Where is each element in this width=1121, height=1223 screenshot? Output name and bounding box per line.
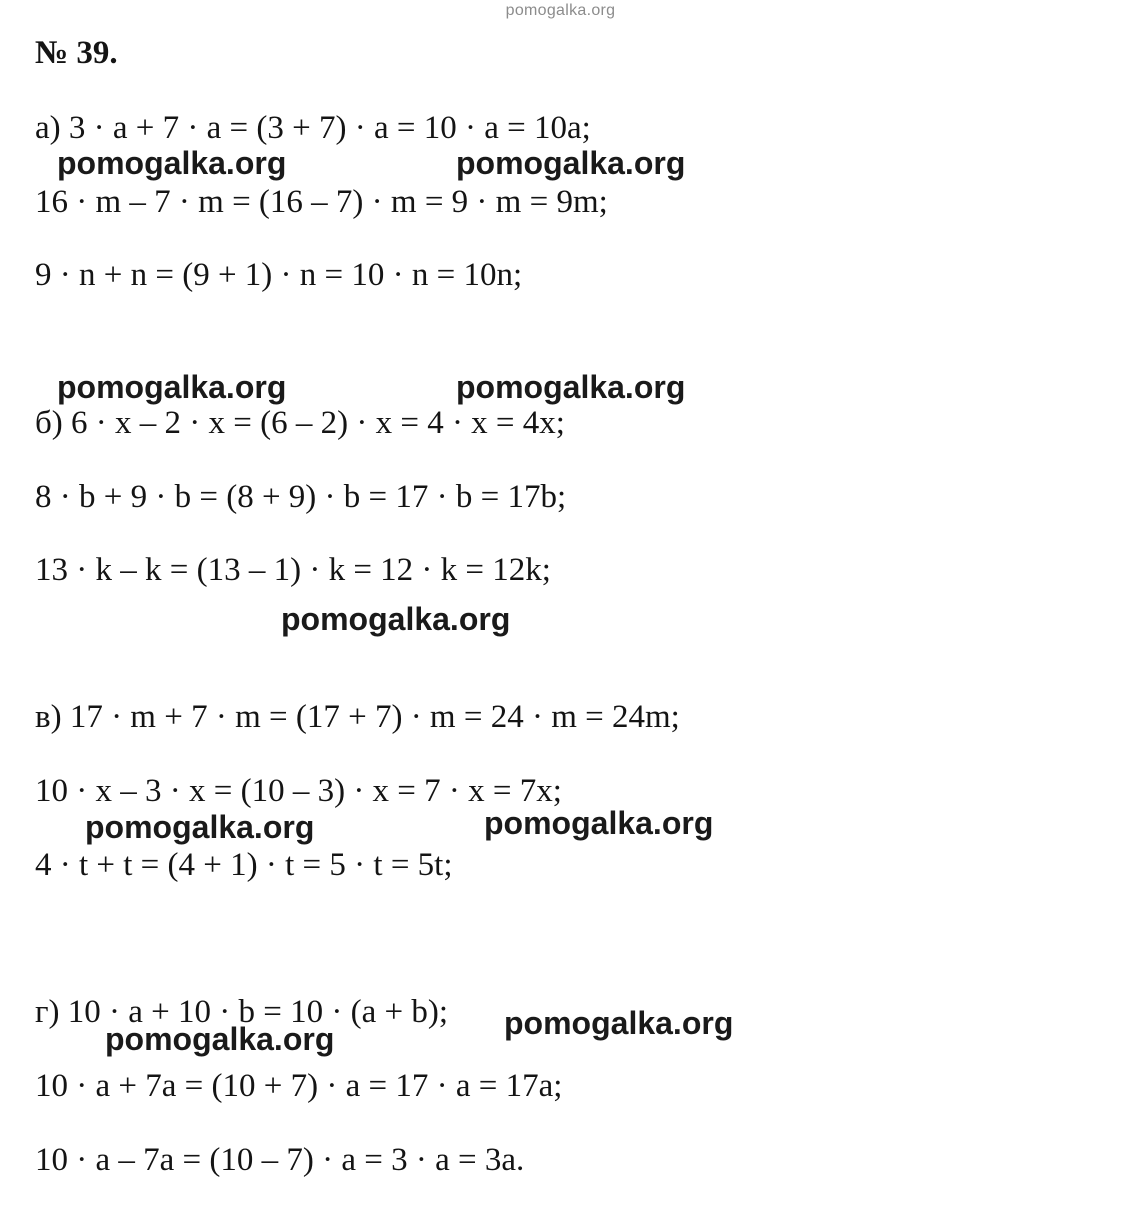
watermark-text: pomogalka.org (281, 601, 511, 637)
equation-g-1: г) 10 · a + 10 · b = 10 · (a + b); (35, 994, 449, 1030)
equation-v-2: 10 · x – 3 · x = (10 – 3) · x = 7 · x = 7x; (35, 773, 562, 809)
equation-v-1: в) 17 · m + 7 · m = (17 + 7) · m = 24 · m = 24m; (35, 699, 680, 735)
watermark-text: pomogalka.org (57, 369, 287, 405)
equation-g-3: 10 · a – 7a = (10 – 7) · a = 3 · a = 3a. (35, 1142, 525, 1178)
site-watermark-header: pomogalka.org (505, 2, 616, 19)
equation-a-3: 9 · n + n = (9 + 1) · n = 10 · n = 10n; (35, 257, 523, 293)
equation-b-3: 13 · k – k = (13 – 1) · k = 12 · k = 12k; (35, 552, 551, 588)
watermark-text: pomogalka.org (504, 1005, 734, 1041)
equation-a-1: а) 3 · a + 7 · a = (3 + 7) · a = 10 · a = 10a; (35, 110, 591, 146)
watermark-text: pomogalka.org (484, 805, 714, 841)
watermark-text: pomogalka.org (456, 145, 686, 181)
equation-a-2: 16 · m – 7 · m = (16 – 7) · m = 9 · m = 9m; (35, 184, 608, 220)
equation-b-1: б) 6 · x – 2 · x = (6 – 2) · x = 4 · x = 4x; (35, 405, 565, 441)
watermark-text: pomogalka.org (57, 145, 287, 181)
equation-b-2: 8 · b + 9 · b = (8 + 9) · b = 17 · b = 17b; (35, 479, 567, 515)
exercise-title: № 39. (35, 35, 118, 71)
watermark-text: pomogalka.org (85, 809, 315, 845)
equation-v-3: 4 · t + t = (4 + 1) · t = 5 · t = 5t; (35, 847, 453, 883)
equation-g-2: 10 · a + 7a = (10 + 7) · a = 17 · a = 17a; (35, 1068, 563, 1104)
watermark-text: pomogalka.org (456, 369, 686, 405)
watermark-text: pomogalka.org (105, 1021, 335, 1057)
